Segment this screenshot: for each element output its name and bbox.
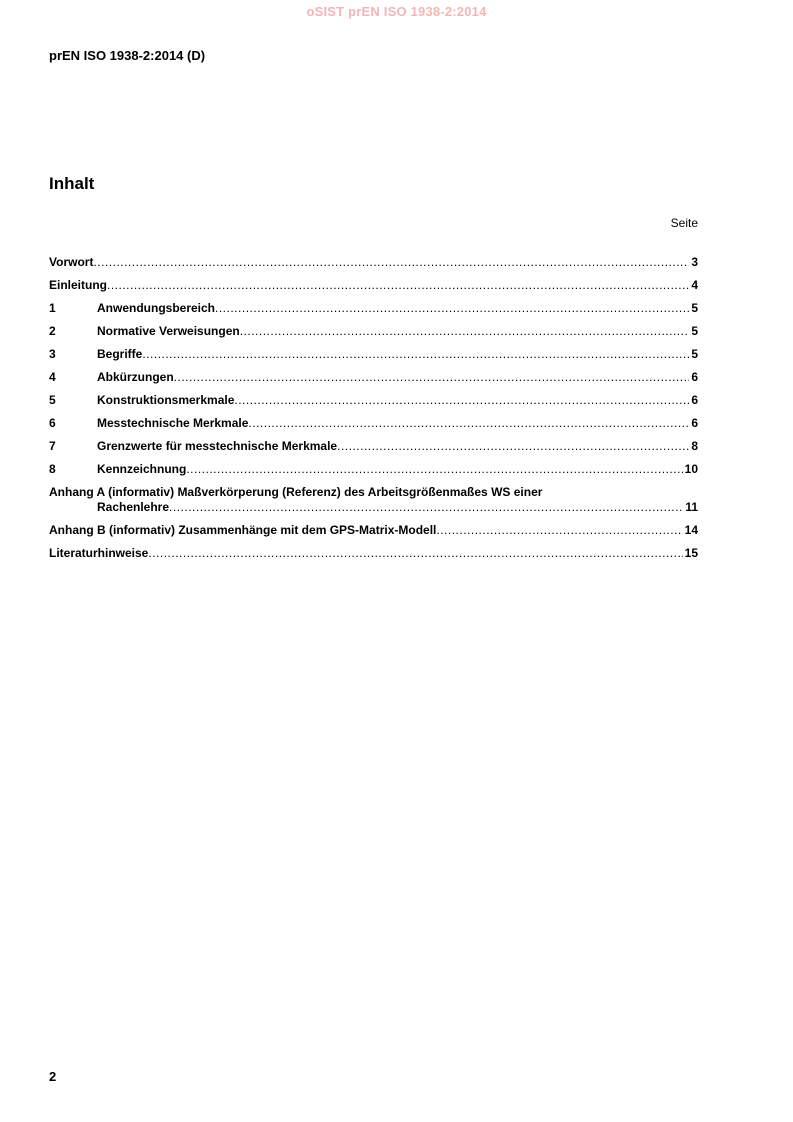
toc-entry-page: 5 bbox=[691, 324, 698, 338]
toc-entry-label: Vorwort bbox=[49, 255, 94, 269]
toc-entry-label: Konstruktionsmerkmale bbox=[97, 393, 235, 407]
page-number: 2 bbox=[49, 1069, 57, 1084]
toc-entry-2[interactable] bbox=[49, 324, 698, 347]
toc-entry-annex-b[interactable] bbox=[49, 523, 698, 546]
toc-entry-page: 11 bbox=[685, 500, 698, 514]
dot-leader bbox=[174, 370, 690, 385]
toc-entry-4[interactable] bbox=[49, 370, 698, 393]
dot-leader bbox=[337, 439, 689, 454]
toc-entry-number: 4 bbox=[49, 370, 56, 384]
dot-leader bbox=[142, 347, 689, 362]
table-of-contents bbox=[49, 255, 698, 569]
toc-entry-page: 6 bbox=[691, 393, 698, 407]
toc-entry-6[interactable] bbox=[49, 416, 698, 439]
toc-entry-page: 6 bbox=[691, 416, 698, 430]
toc-entry-bibliography[interactable] bbox=[49, 546, 698, 569]
dot-leader bbox=[93, 255, 689, 270]
toc-entry-number: 2 bbox=[49, 324, 56, 338]
dot-leader bbox=[186, 462, 682, 477]
toc-entry-page: 4 bbox=[691, 278, 698, 292]
toc-entry-7[interactable] bbox=[49, 439, 698, 462]
toc-entry-page: 15 bbox=[684, 546, 698, 560]
toc-entry-label: Abkürzungen bbox=[97, 370, 174, 384]
page-column-label: Seite bbox=[670, 216, 698, 230]
toc-entry-label: Normative Verweisungen bbox=[97, 324, 240, 338]
toc-entry-number: 8 bbox=[49, 462, 56, 476]
toc-entry-vorwort[interactable] bbox=[49, 255, 698, 278]
toc-entry-page: 10 bbox=[684, 462, 698, 476]
toc-entry-5[interactable] bbox=[49, 393, 698, 416]
toc-entry-label: Literaturhinweise bbox=[49, 546, 149, 560]
dot-leader bbox=[240, 324, 690, 339]
toc-entry-label: Begriffe bbox=[97, 347, 143, 361]
toc-entry-label: Anwendungsbereich bbox=[97, 301, 216, 315]
toc-entry-page: 5 bbox=[691, 347, 698, 361]
dot-leader bbox=[169, 500, 683, 515]
dot-leader bbox=[107, 278, 689, 293]
toc-entry-number: 7 bbox=[49, 439, 56, 453]
toc-entry-page: 6 bbox=[691, 370, 698, 384]
toc-entry-3[interactable] bbox=[49, 347, 698, 370]
toc-entry-page: 14 bbox=[684, 523, 698, 537]
toc-entry-annex-a[interactable] bbox=[49, 485, 698, 523]
dot-leader bbox=[248, 416, 689, 431]
toc-entry-label: Anhang B (informativ) Zusammenhänge mit dem GPS-Matrix-Modell bbox=[49, 523, 437, 537]
toc-entry-label: Kennzeichnung bbox=[97, 462, 187, 476]
toc-entry-number: 3 bbox=[49, 347, 56, 361]
toc-entry-page: 3 bbox=[691, 255, 698, 269]
dot-leader bbox=[215, 301, 689, 316]
toc-entry-label: Anhang A (informativ) Maßverkörperung (Referenz) des Arbeitsgrößenmaßes WS einer bbox=[49, 485, 543, 499]
toc-entry-label: Grenzwerte für messtechnische Merkmale bbox=[97, 439, 338, 453]
toc-entry-number: 5 bbox=[49, 393, 56, 407]
toc-entry-number: 6 bbox=[49, 416, 56, 430]
watermark: oSIST prEN ISO 1938-2:2014 bbox=[306, 4, 487, 19]
toc-entry-einleitung[interactable] bbox=[49, 278, 698, 301]
toc-title: Inhalt bbox=[49, 174, 95, 193]
toc-entry-label-continuation: Rachenlehre bbox=[97, 500, 170, 514]
toc-entry-page: 5 bbox=[691, 301, 698, 315]
dot-leader bbox=[148, 546, 682, 561]
toc-entry-number: 1 bbox=[49, 301, 56, 315]
toc-entry-label: Messtechnische Merkmale bbox=[97, 416, 249, 430]
dot-leader bbox=[436, 523, 682, 538]
dot-leader bbox=[234, 393, 689, 408]
toc-entry-label: Einleitung bbox=[49, 278, 107, 292]
toc-entry-8[interactable] bbox=[49, 462, 698, 485]
toc-entry-page: 8 bbox=[691, 439, 698, 453]
document-id: prEN ISO 1938-2:2014 (D) bbox=[49, 48, 206, 63]
toc-entry-1[interactable] bbox=[49, 301, 698, 324]
